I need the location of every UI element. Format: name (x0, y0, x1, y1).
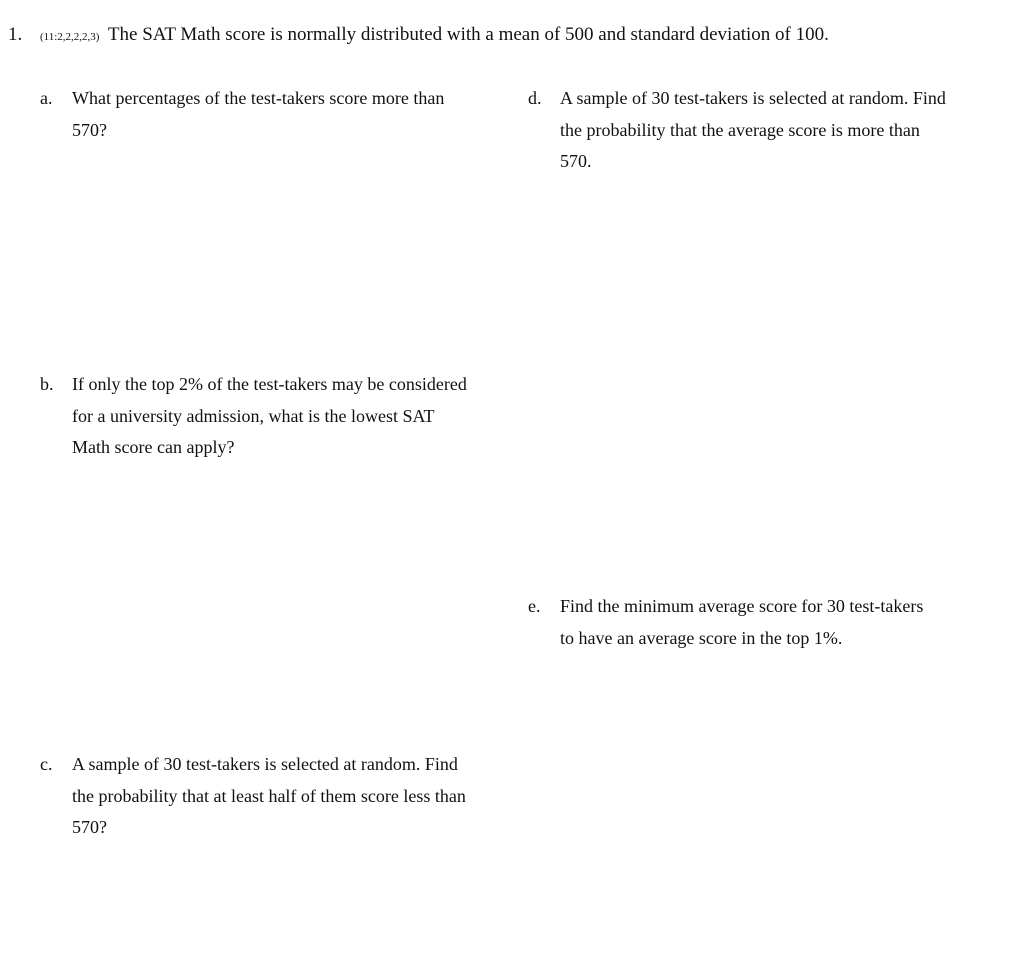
question-stem: The SAT Math score is normally distributed with a mean of 500 and standard deviation of 100. (107, 24, 829, 45)
question-points: (11:2,2,2,2,3) (40, 31, 100, 43)
part-e-text: Find the minimum average score for 30 test-takers to have an average score in the top 1%. (560, 596, 924, 648)
question-number: 1. (8, 24, 23, 45)
part-a-text: What percentages of the test-takers score more than 570? (72, 88, 445, 140)
part-b-label: b. (40, 374, 54, 394)
part-c-text: A sample of 30 test-takers is selected at random. Find the probability that at least half of them score less than 570? (72, 754, 466, 837)
part-d-label: d. (528, 88, 542, 108)
part-a-label: a. (40, 88, 53, 108)
part-c-label: c. (40, 754, 53, 774)
question-header (8, 22, 829, 50)
part-b-text: If only the top 2% of the test-takers may be considered for a university admission, what is the lowest SAT Math score can apply? (72, 374, 467, 457)
part-e-label: e. (528, 596, 541, 616)
part-d-text: A sample of 30 test-takers is selected at random. Find the probability that the average score is more than 570. (560, 88, 946, 171)
